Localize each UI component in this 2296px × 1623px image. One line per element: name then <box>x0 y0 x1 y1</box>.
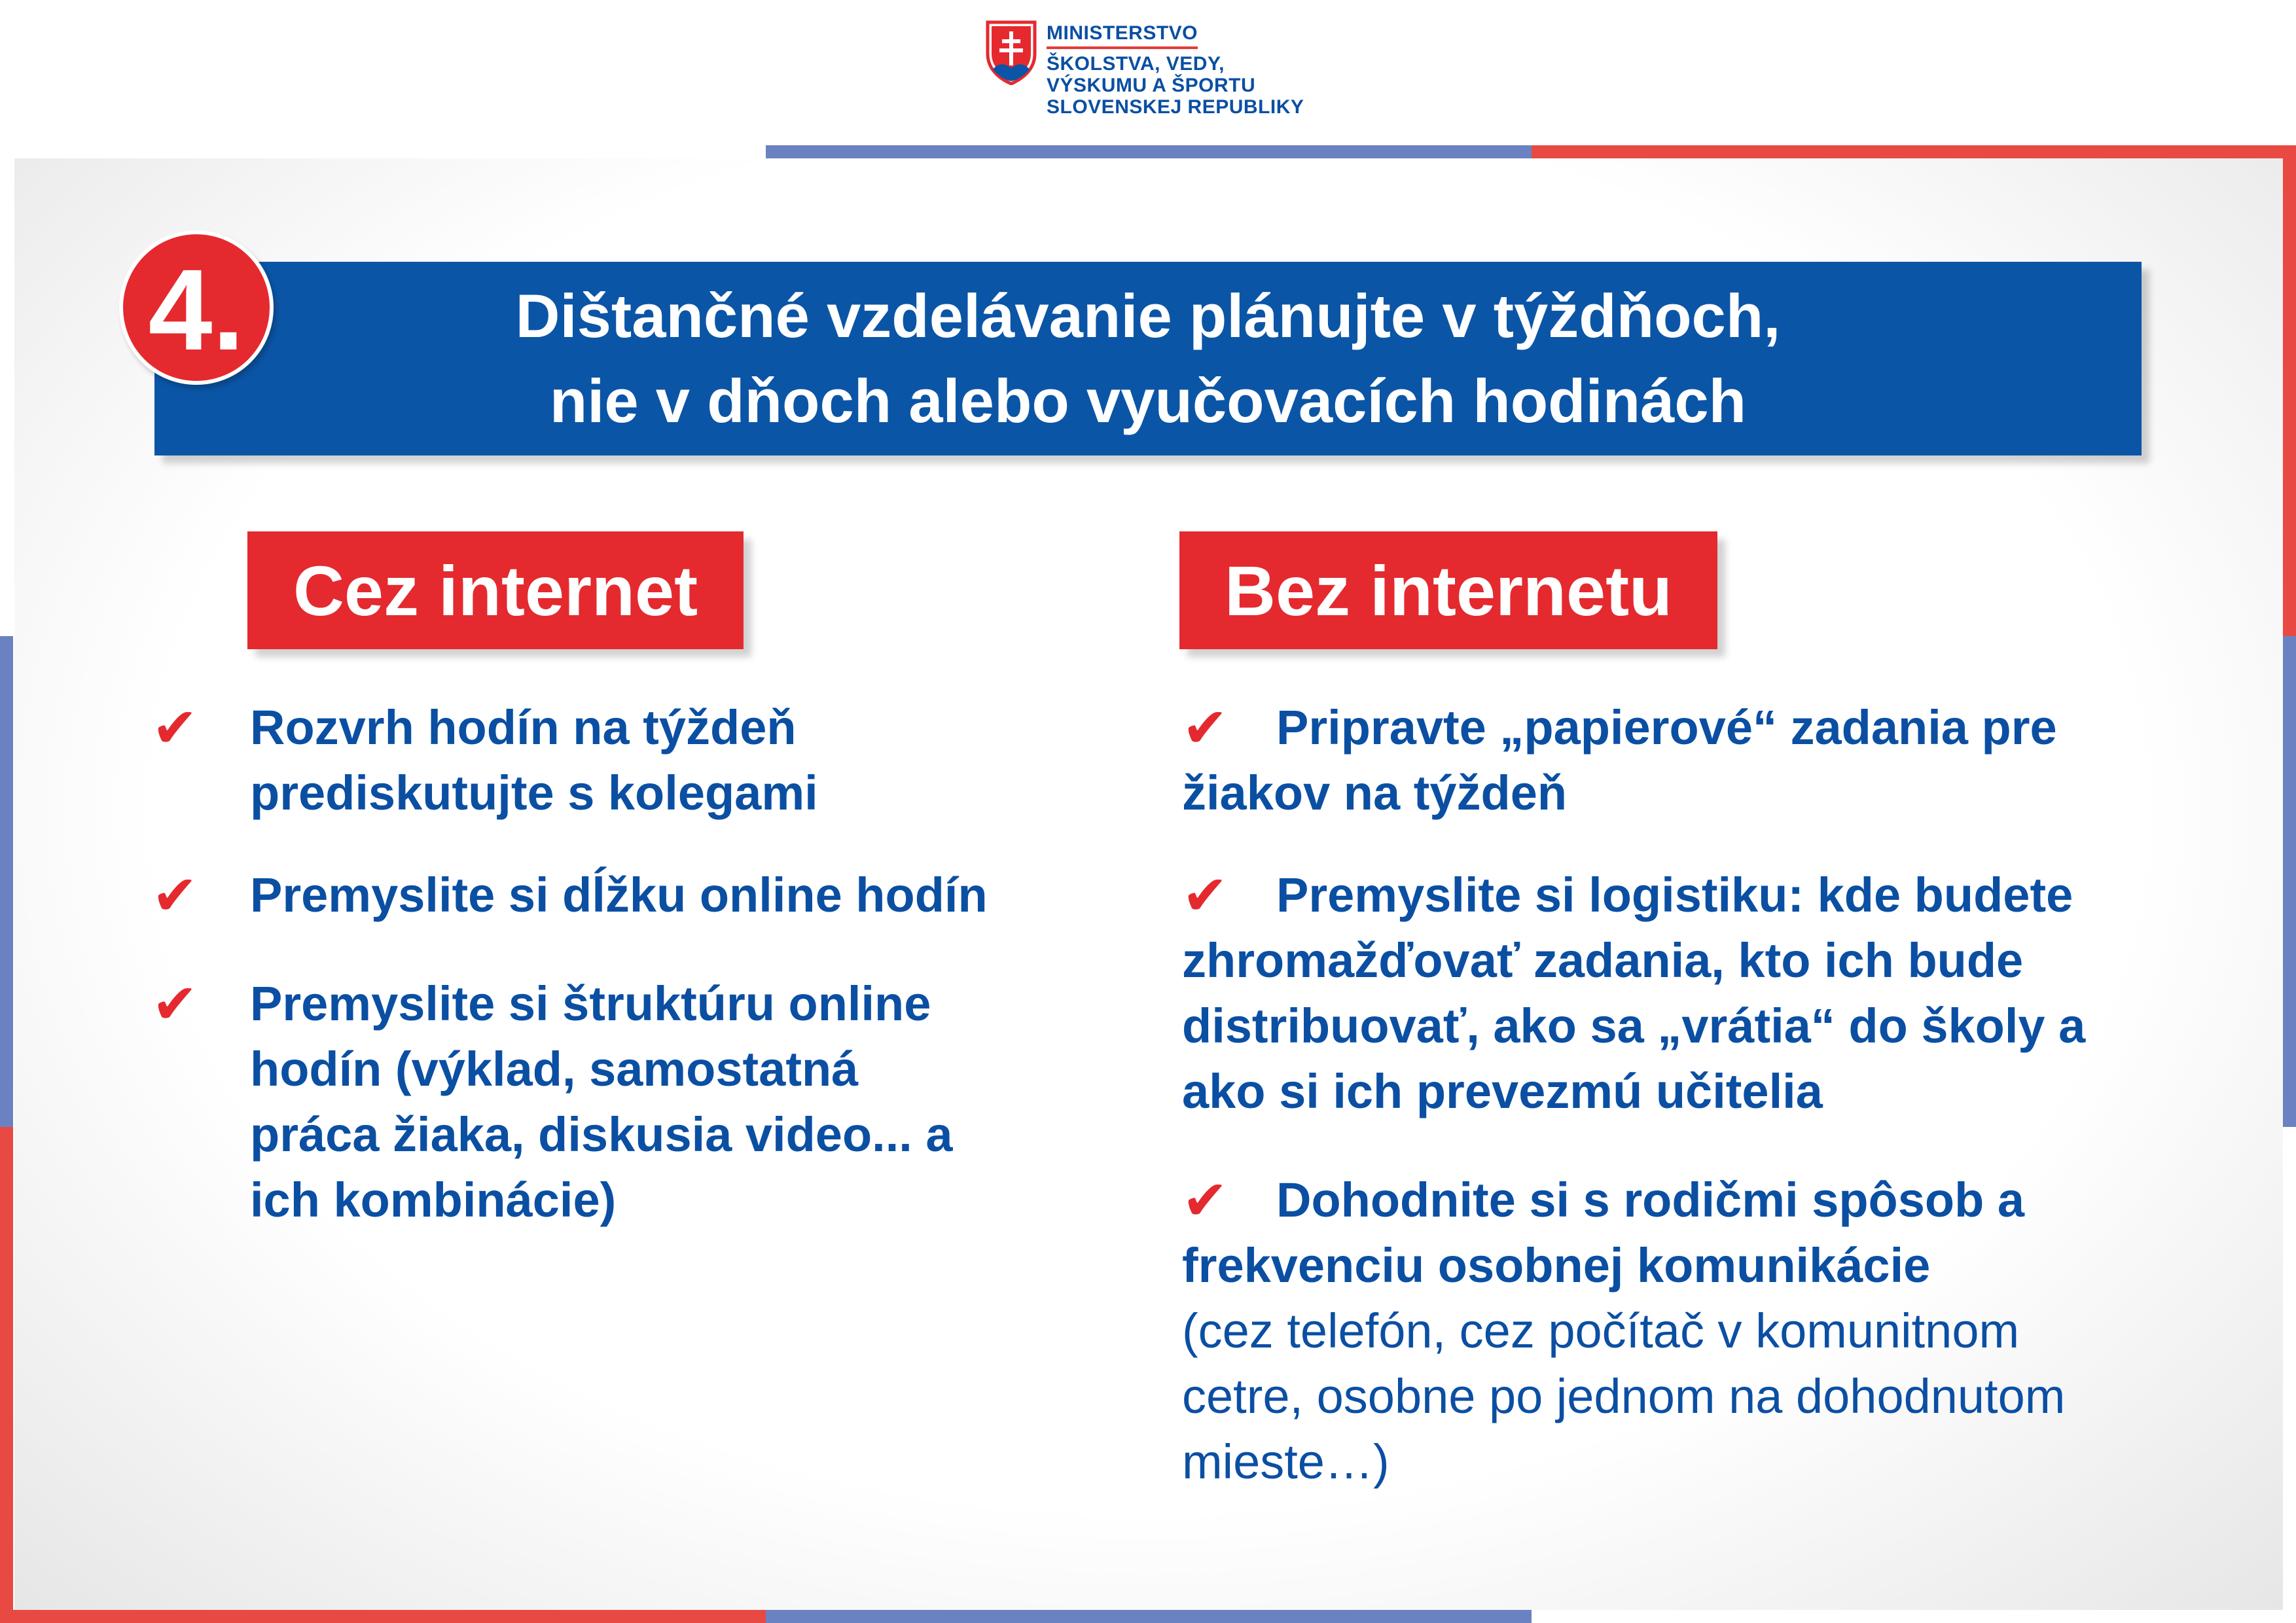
checkmark-icon: ✔ <box>1182 697 1229 758</box>
heading-with-internet: Cez internet <box>247 531 744 649</box>
checkmark-icon: ✔ <box>152 697 198 758</box>
right-item-text: Premyslite si logistiku: kde budete zhromažďovať zadania, kto ich bude distribuovať, ako sa „vrátia“ do školy a ako si ich prevezmú učitelia <box>1182 868 2086 1118</box>
right-list-item-2 <box>1182 863 2138 1124</box>
frame-stripe-left-blue <box>0 636 13 1127</box>
left-item-text: Premyslite si štruktúru online hodín (výklad, samostatná práca žiaka, diskusia video... a ich kombinácie) <box>250 976 953 1227</box>
left-list-item-1 <box>152 695 1094 826</box>
frame-stripe-bottom-blue <box>766 1610 1532 1623</box>
left-list-item-2 <box>152 863 1094 928</box>
frame-stripe-right-blue <box>2283 636 2296 1127</box>
slovak-coat-of-arms-icon <box>985 20 1037 85</box>
frame-stripe-top-red <box>1532 145 2296 158</box>
title-line-1: Dištančné vzdelávanie plánujte v týždňoch, <box>515 281 1781 350</box>
left-item-text: Premyslite si dĺžku online hodín <box>250 868 988 922</box>
frame-stripe-left-red <box>0 1127 13 1623</box>
logo-line-3: VÝSKUMU A ŠPORTU <box>1047 75 1256 96</box>
checkmark-icon: ✔ <box>152 865 198 926</box>
right-item-text: Dohodnite si s rodičmi spôsob a frekvenciu osobnej komunikácie <box>1182 1173 2025 1293</box>
ministry-logo <box>985 20 1304 118</box>
logo-line-4: SLOVENSKEJ REPUBLIKY <box>1047 96 1304 118</box>
left-item-text: Rozvrh hodín na týždeň prediskutujte s kolegami <box>250 700 818 820</box>
ministry-name <box>1047 22 1304 118</box>
checkmark-icon: ✔ <box>1182 1169 1229 1231</box>
frame-stripe-right-red <box>2283 145 2296 636</box>
checkmark-icon: ✔ <box>152 973 198 1035</box>
title-line-2: nie v dňoch alebo vyučovacích hodinách <box>549 366 1747 435</box>
checkmark-icon: ✔ <box>1182 865 1229 926</box>
logo-line-1: MINISTERSTVO <box>1047 22 1198 49</box>
logo-line-2: ŠKOLSTVA, VEDY, <box>1047 53 1225 75</box>
heading-without-internet: Bez internetu <box>1179 531 1717 649</box>
frame-stripe-bottom-red <box>0 1610 766 1623</box>
title-banner <box>154 262 2142 455</box>
left-list-item-3 <box>152 971 1094 1233</box>
right-list-item-1 <box>1182 695 2125 826</box>
step-number: 4. <box>148 246 245 374</box>
right-item-text: Pripravte „papierové“ zadania pre žiakov na týždeň <box>1182 700 2057 820</box>
right-item-note: (cez telefón, cez počítač v komunitnom cetre, osobne po jednom na dohodnutom mieste…) <box>1182 1304 2066 1489</box>
frame-stripe-top-blue <box>766 145 1532 158</box>
right-list-item-3 <box>1182 1168 2118 1495</box>
step-number-badge <box>119 230 274 385</box>
